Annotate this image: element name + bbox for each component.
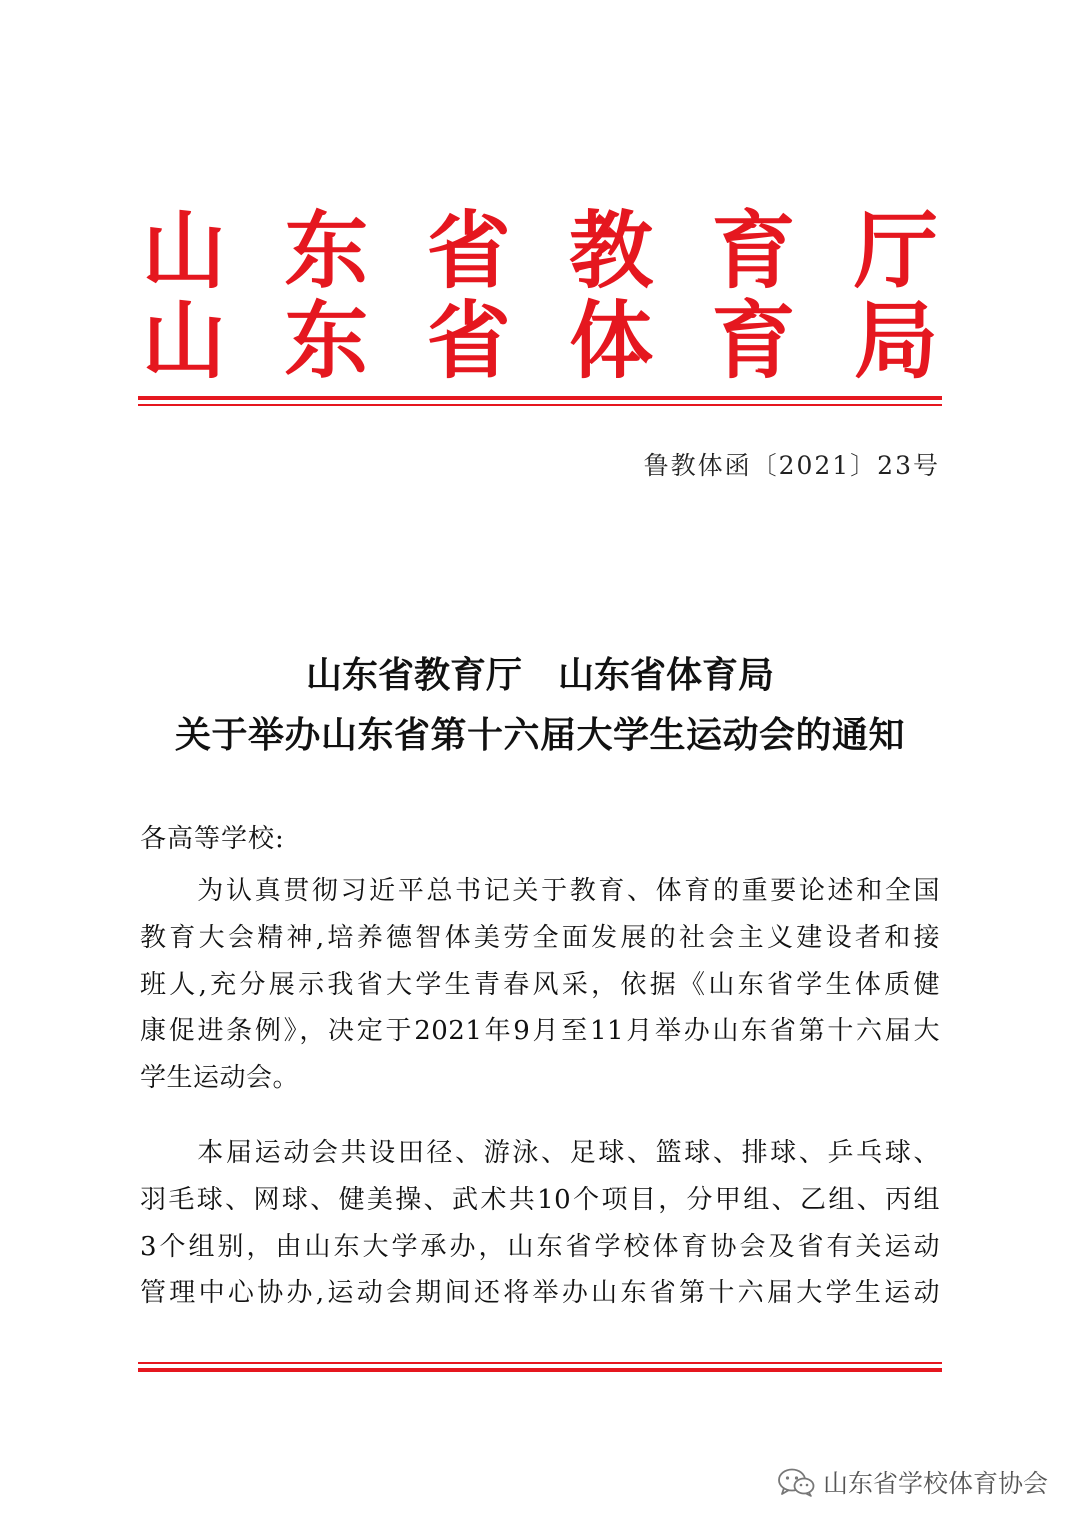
header-char: 省 [426, 291, 511, 390]
header-char: 局 [853, 291, 938, 390]
wechat-icon [777, 1467, 815, 1497]
header-rule-thick [138, 396, 942, 400]
text-line: 教育大会精神,培养德智体美劳全面发展的社会主义建设者和接 [140, 922, 940, 953]
footer-rule-thin [138, 1362, 942, 1364]
header-char: 育 [711, 201, 796, 300]
header-char: 山 [141, 291, 226, 390]
text-line: 3个组别，由山东大学承办，山东省学校体育协会及省有关运动 [140, 1231, 940, 1262]
text-line: 为认真贯彻习近平总书记关于教育、体育的重要论述和全国 [140, 876, 940, 906]
text-line: 学生运动会。 [140, 1063, 300, 1094]
document-number: 鲁教体函〔2021〕23号 [643, 451, 940, 480]
text-line: 本届运动会共设田径、游泳、足球、篮球、排球、乒乓球、 [140, 1138, 940, 1168]
text-line: 班人,充分展示我省大学生青春风采，依据《山东省学生体质健 [140, 969, 940, 1000]
issuer-header-line-2 [138, 291, 942, 390]
text-line: 康促进条例》，决定于2021年9月至11月举办山东省第十六届大 [140, 1016, 940, 1047]
header-char: 省 [426, 201, 511, 300]
header-char: 山 [141, 201, 226, 300]
body-paragraph-2 [140, 1130, 940, 1317]
watermark-text: 山东省学校体育协会 [822, 1469, 1048, 1498]
header-char: 育 [711, 291, 796, 390]
header-char: 厅 [853, 201, 938, 300]
notice-title-line-2: 关于举办山东省第十六届大学生运动会的通知 [174, 714, 905, 756]
issuer-header-line-1 [138, 201, 942, 300]
notice-title-line-1: 山东省教育厅 山东省体育局 [305, 654, 774, 696]
salutation: 各高等学校: [140, 824, 285, 854]
header-char: 东 [284, 201, 369, 300]
header-rule-thin [138, 404, 942, 406]
text-line: 羽毛球、网球、健美操、武术共10个项目，分甲组、乙组、丙组 [140, 1184, 940, 1215]
footer-rule-thick [138, 1368, 942, 1372]
wechat-watermark [777, 1464, 1048, 1500]
header-char: 教 [569, 201, 654, 300]
body-paragraph-1 [140, 868, 940, 1102]
header-char: 东 [284, 291, 369, 390]
text-line: 管理中心协办,运动会期间还将举办山东省第十六届大学生运动 [140, 1278, 940, 1309]
header-char: 体 [569, 291, 654, 390]
